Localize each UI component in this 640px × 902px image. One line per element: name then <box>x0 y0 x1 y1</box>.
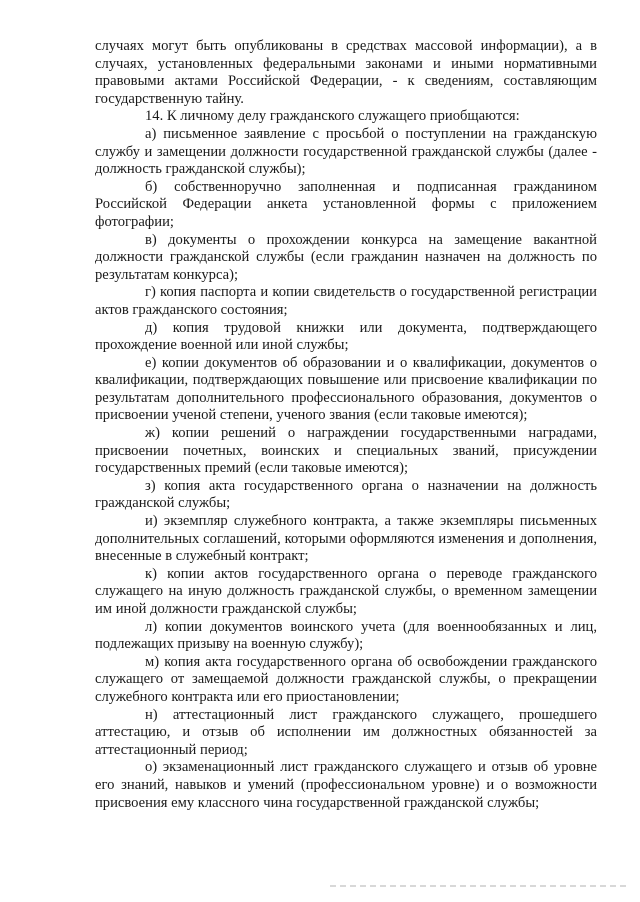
paragraph-item-n: н) аттестационный лист гражданского служащего, прошедшего аттестацию, и отзыв об исполнении им должностных обязанностей за аттестационный период; <box>95 706 597 758</box>
paragraph-item-v: в) документы о прохождении конкурса на замещение вакантной должности гражданской службы (если гражданин назначен на должность по результатам конкурса); <box>95 231 597 283</box>
paragraph-item-e: е) копии документов об образовании и о квалификации, документов о квалификации, подтверждающих повышение или присвоение квалификации по результатам дополнительного профессионального образования, документов о присвоении ученой степени, ученого звания (если таковые имеются); <box>95 354 597 424</box>
paragraph-item-o: о) экзаменационный лист гражданского служащего и отзыв об уровне его знаний, навыков и умений (профессиональном уровне) и о возможности присвоения ему классного чина государственной гражданской службы; <box>95 759 597 811</box>
paragraph-item-i: и) экземпляр служебного контракта, а также экземпляры письменных дополнительных соглашений, которыми оформляются изменения и дополнения, внесенные в служебный контракт; <box>95 513 597 565</box>
scan-artifact-line <box>330 885 630 887</box>
paragraph-item-g: г) копия паспорта и копии свидетельств о государственной регистрации актов гражданского состояния; <box>95 284 597 318</box>
paragraph-item-z: з) копия акта государственного органа о назначении на должность гражданской службы; <box>95 477 597 512</box>
paragraph-item-b: б) собственноручно заполненная и подписанная гражданином Российской Федерации анкета установленной формы с приложением фотографии; <box>95 178 597 230</box>
paragraph-item-a: а) письменное заявление с просьбой о поступлении на гражданскую службу и замещении должности государственной гражданской службы (далее - должность гражданской службы); <box>95 125 597 178</box>
paragraph-item-m: м) копия акта государственного органа об освобождении гражданского служащего от замещаемой должности гражданской службы, о прекращении служебного контракта или его приостановлении; <box>95 653 597 705</box>
paragraph-item-zh: ж) копии решений о награждении государственными наградами, присвоении почетных, воинских и специальных званий, присуждении государственных премий (если таковые имеются); <box>95 425 597 477</box>
document-body <box>95 38 597 812</box>
paragraph-item-d: д) копия трудовой книжки или документа, подтверждающего прохождение военной или иной службы; <box>95 319 597 354</box>
paragraph-continuation: случаях могут быть опубликованы в средствах массовой информации), а в случаях, установленных федеральными законами и иными нормативными правовыми актами Российской Федерации, - к сведениям, составляющим государственную тайну. <box>95 38 597 107</box>
paragraph-item-l: л) копии документов воинского учета (для военнообязанных и лиц, подлежащих призыву на военную службу); <box>95 618 597 653</box>
paragraph-clause-14: 14. К личному делу гражданского служащего приобщаются: <box>145 108 520 125</box>
paragraph-item-k: к) копии актов государственного органа о переводе гражданского служащего на иную должность гражданской службы, о временном замещении им иной должности гражданской службы; <box>95 565 597 617</box>
